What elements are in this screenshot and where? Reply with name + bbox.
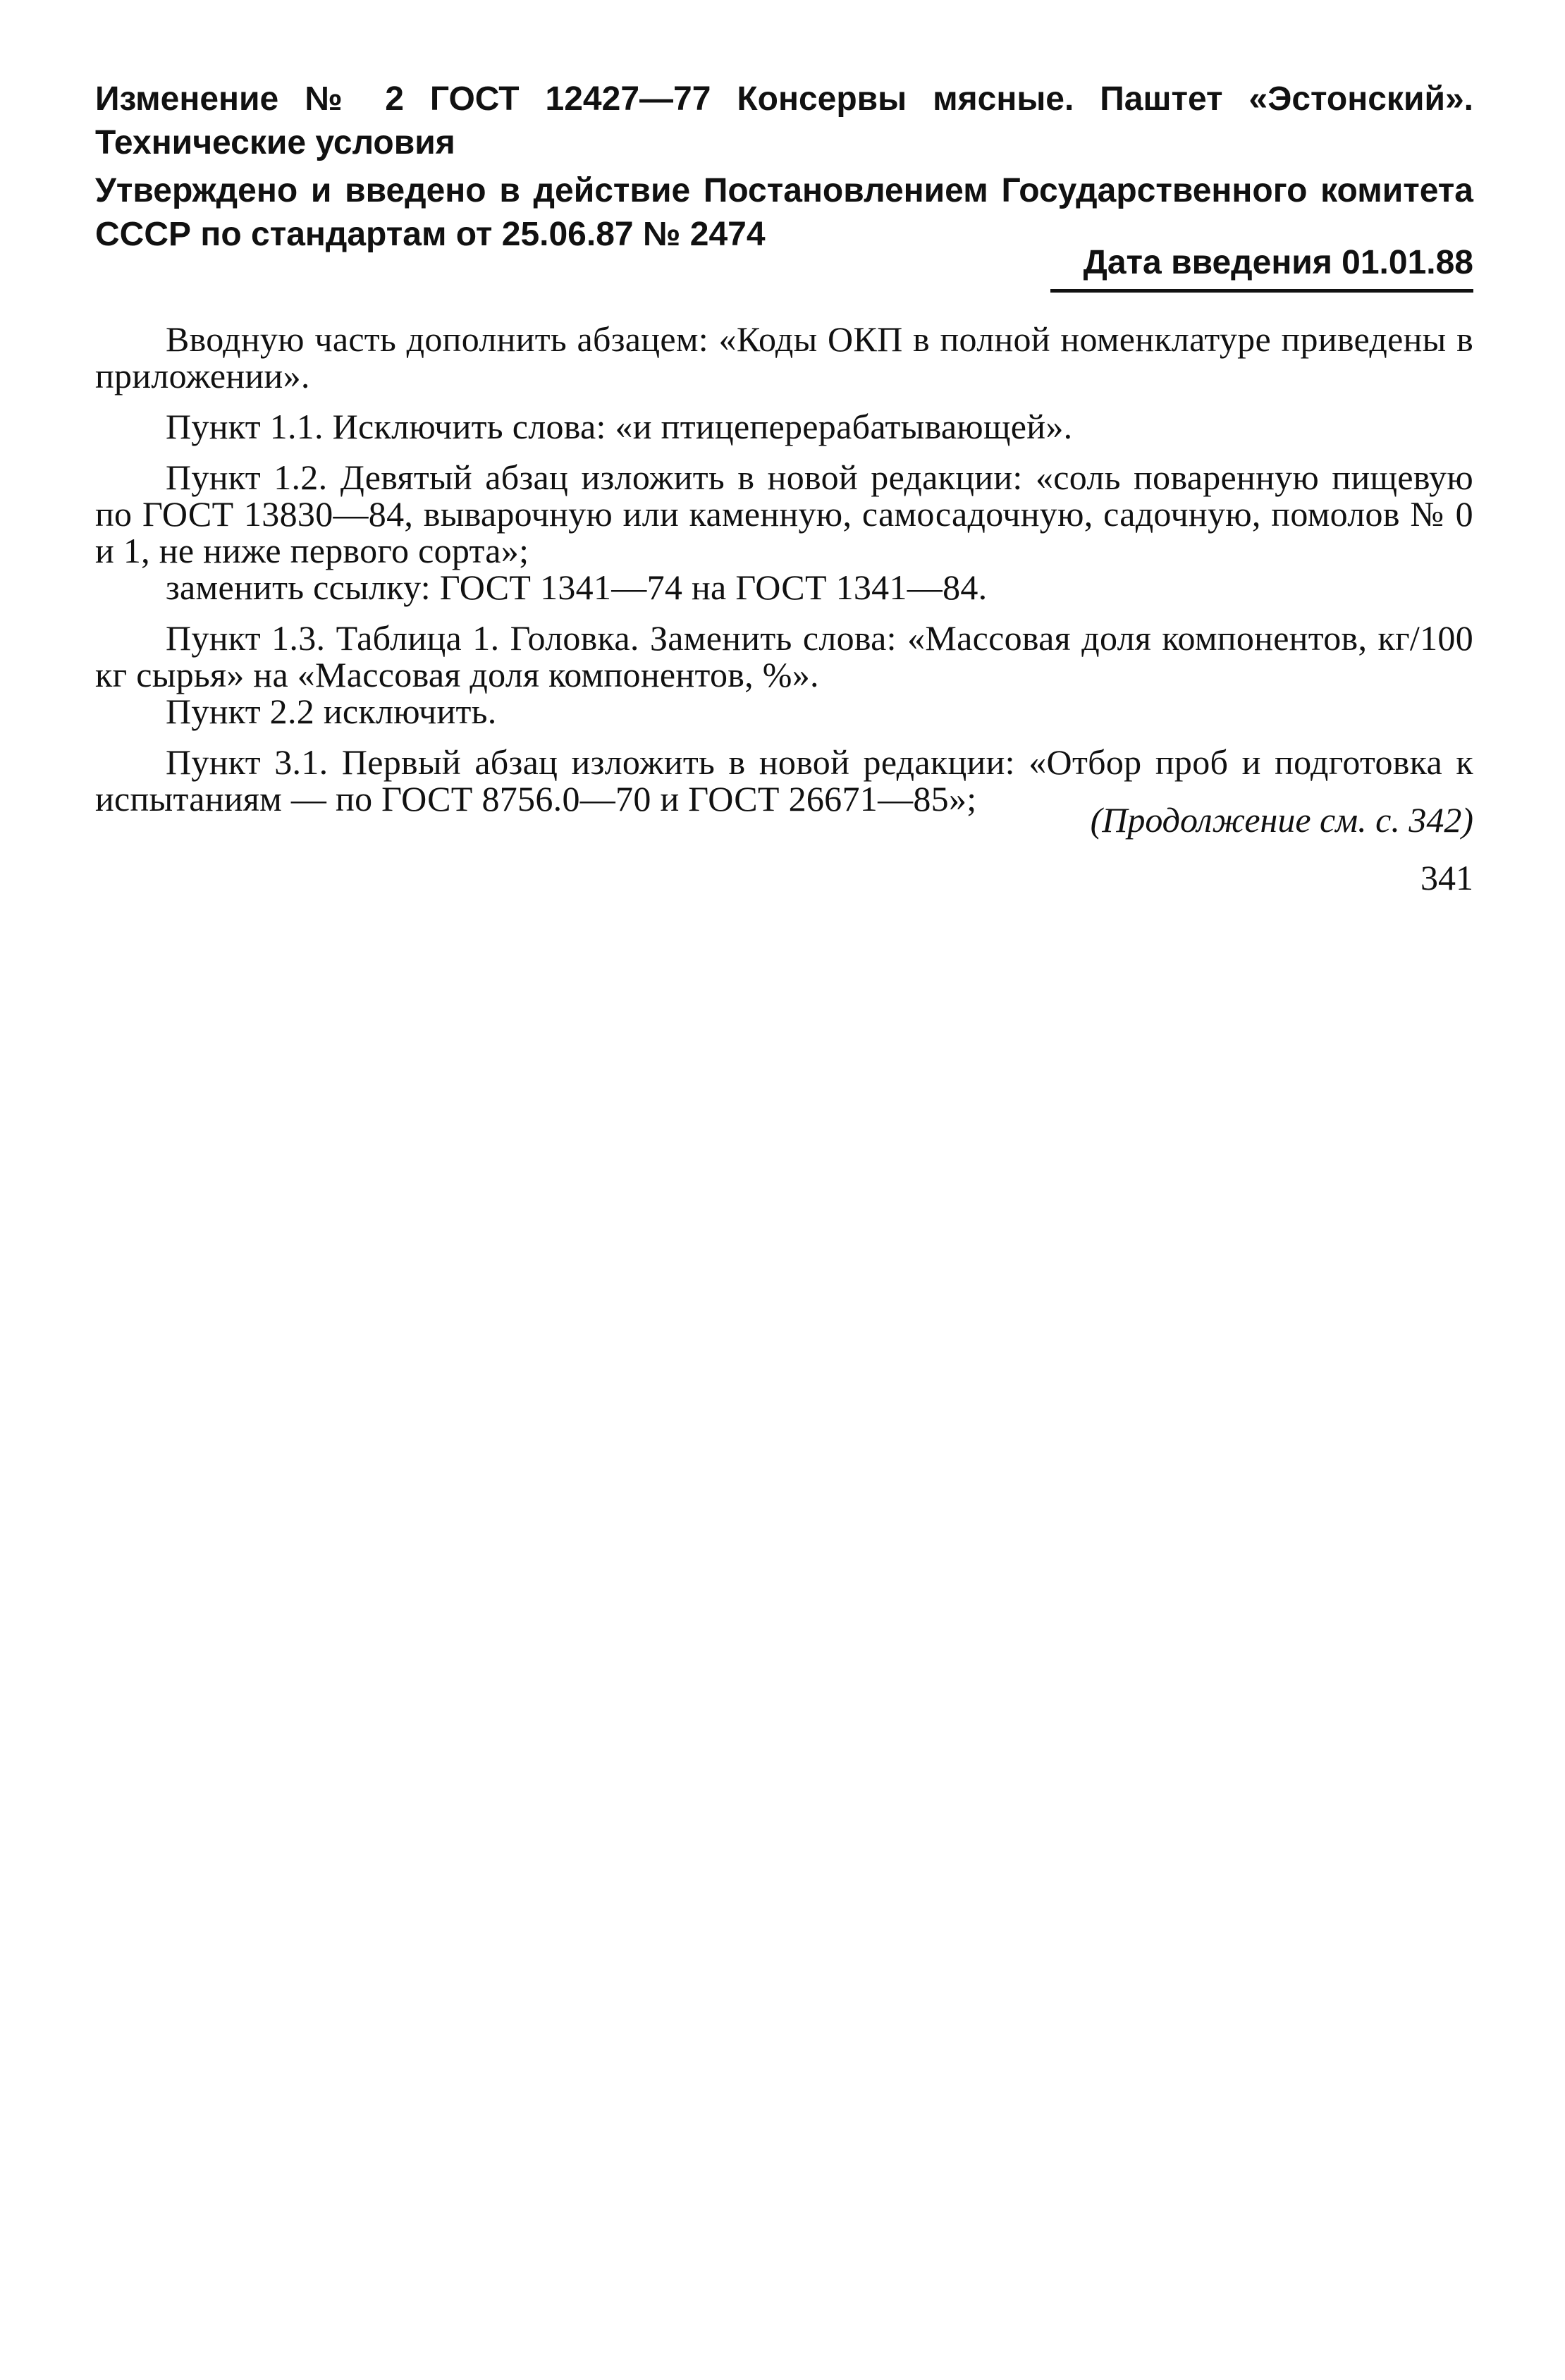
document-body (95, 321, 1473, 831)
paragraph-item-2-2: Пункт 2.2 исключить. (166, 692, 497, 731)
paragraph-item-1-3: Пункт 1.3. Таблица 1. Головка. Заменить слова: «Массовая доля компонентов, кг/100 кг сырья» на «Массовая доля компонентов, %». (95, 618, 1473, 694)
page-number: 341 (1420, 858, 1473, 897)
paragraph-item-3-1: Пункт 3.1. Первый абзац изложить в новой редакции: «Отбор проб и подготовка к испытаниям — по ГОСТ 8756.0—70 и ГОСТ 26671—85»; (95, 742, 1473, 818)
continuation-note: (Продолжение см. с. 342) (1090, 800, 1473, 840)
paragraph-intro: Вводную часть дополнить абзацем: «Коды ОКП в полной номенклатуре приведены в приложении». (95, 319, 1473, 395)
paragraph-item-1-2: Пункт 1.2. Девятый абзац изложить в новой редакции: «соль поваренную пищевую по ГОСТ 13830—84, выварочную или каменную, самосадочную, садочную, помолов № 0 и 1, не ниже первого сорта»; (95, 458, 1473, 570)
effective-date-underline (1050, 289, 1473, 293)
effective-date: Дата введения 01.01.88 (1083, 244, 1473, 281)
paragraph-item-1-2-reference: заменить ссылку: ГОСТ 1341—74 на ГОСТ 1341—84. (166, 568, 988, 607)
document-title: Изменение № 2 ГОСТ 12427—77 Консервы мясные. Паштет «Эстонский». Технические условия (95, 80, 1473, 161)
approval-statement: Утверждено и введено в действие Постановлением Государственного комитета СССР по стандартам от 25.06.87 № 2474 (95, 172, 1473, 253)
paragraph-item-1-1: Пункт 1.1. Исключить слова: «и птицеперерабатывающей». (166, 407, 1073, 446)
